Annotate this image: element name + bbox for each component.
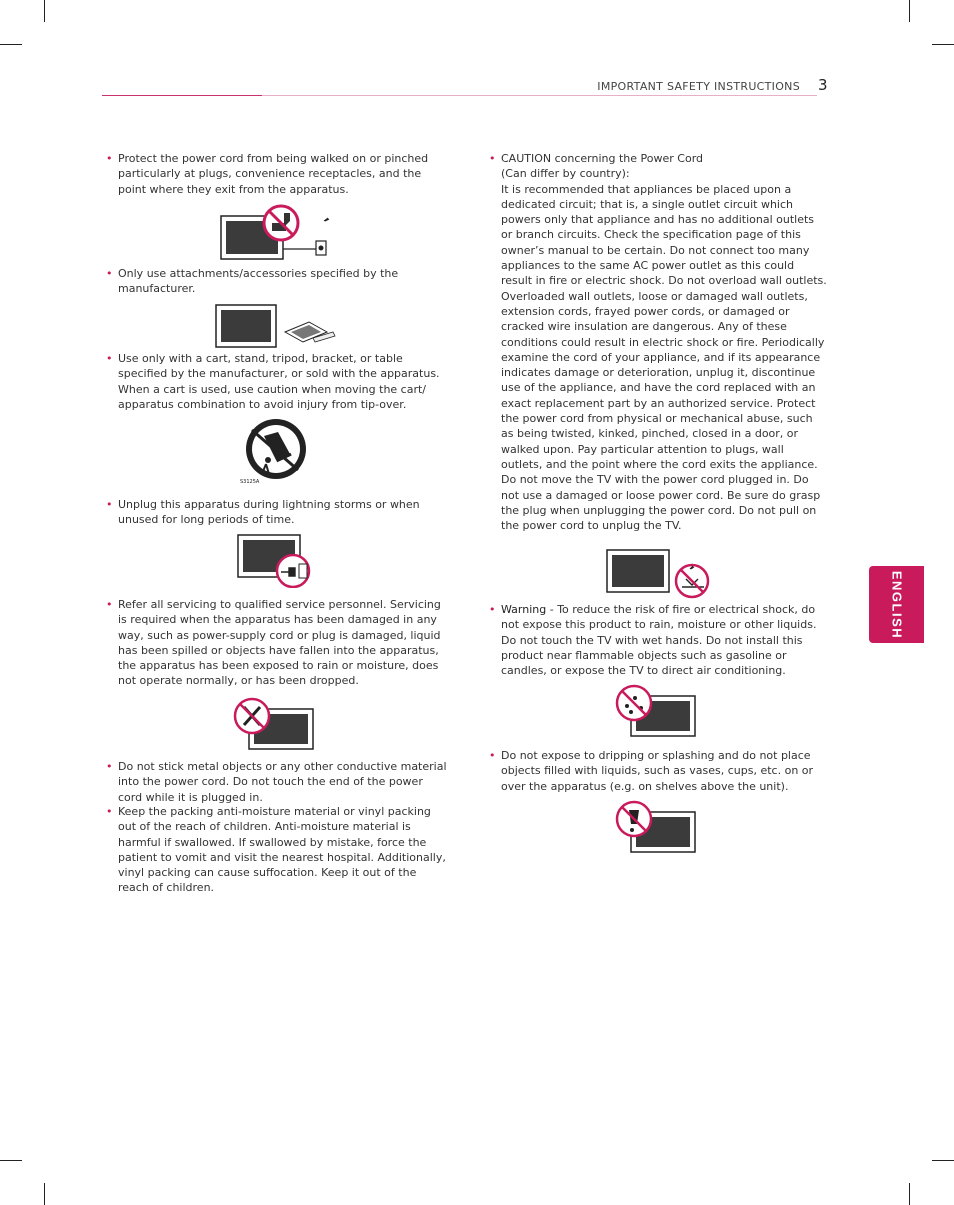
- list-item-text: Use only with a cart, stand, tripod, bracket, or table specified by the manufacturer, or sold with the apparatus. When a cart is used, use caution when moving the cart/ apparatus combination to avoid injury from tip-over.: [118, 352, 440, 411]
- bullet: •: [489, 603, 496, 616]
- crop-mark: [932, 44, 954, 45]
- cart-symbol-code: S3125A: [240, 479, 260, 485]
- list-item: [106, 151, 448, 197]
- warning-text: [501, 602, 827, 678]
- list-item: [489, 748, 827, 794]
- warning-label: Warning: [501, 603, 547, 616]
- no-rain-icon: [615, 684, 697, 740]
- crop-mark: [909, 1183, 910, 1205]
- bullet: •: [106, 498, 113, 511]
- crop-mark: [932, 1160, 954, 1161]
- list-item: [106, 497, 448, 528]
- bullet: •: [106, 760, 113, 773]
- language-tab: [869, 566, 924, 643]
- bullet: •: [106, 805, 113, 818]
- caution-subheading: (Can differ by country):: [501, 167, 630, 181]
- page-number: 3: [818, 76, 828, 94]
- crop-mark: [0, 44, 22, 45]
- no-self-service-icon: [233, 697, 315, 753]
- list-item-text: Unplug this apparatus during lightning storms or when unused for long periods of time.: [118, 498, 420, 527]
- unplug-icon: [237, 534, 313, 588]
- bullet: •: [106, 598, 113, 611]
- caution-body: It is recommended that appliances be placed upon a dedicated circuit; that is, a single outlet circuit which powers only that appliance and has no additional outlets or branch circuits. Check the specification page of this owner’s manual to be certain. Do not connect too many appliances to the same AC power outlet as this could result in fire or electric shock. Do not overload wall outlets. Overloaded wall outlets, loose or damaged wall outlets, extension cords, frayed power cords, or damaged or cracked wire insulation are dangerous. Any of these conditions could result in electric shock or fire. Periodically examine the cord of your appliance, and if its appearance indicates damage or deterioration, unplug it, discontinue use of the appliance, and have the cord replaced with an exact replacement part by an authorized service. Protect the power cord from physical or mechanical abuse, such as being twisted, kinked, pinched, closed in a door, or walked upon. Pay particular attention to plugs, wall outlets, and the point where the cord exits the appliance. Do not move the TV with the power cord plugged in. Do not use a damaged or loose power cord. Be sure do grasp the plug when unplugging the power cord. Do not pull on the power cord to unplug the TV.: [501, 182, 827, 533]
- caution-item: [489, 151, 827, 533]
- crop-mark: [44, 1183, 45, 1205]
- list-item-text: Protect the power cord from being walked on or pinched particularly at plugs, convenience receptacles, and the point where they exit from the apparatus.: [118, 152, 429, 196]
- no-liquid-icon: [615, 800, 697, 856]
- bullet: •: [489, 152, 496, 165]
- language-tab-label: ENGLISH: [889, 570, 904, 639]
- no-overload-icon: [606, 549, 712, 599]
- list-item-text: Do not stick metal objects or any other conductive material into the power cord. Do not touch the end of the power cord while it is plugged in.: [118, 760, 447, 804]
- list-item-text: Do not expose to dripping or splashing and do not place objects filled with liquids, such as vases, cups, etc. on or over the apparatus (e.g. on shelves above the unit).: [501, 749, 814, 793]
- running-header-title: IMPORTANT SAFETY INSTRUCTIONS: [597, 80, 800, 93]
- warning-body: - To reduce the risk of fire or electrical shock, do not expose this product to rain, moisture or other liquids. Do not touch the TV with wet hands. Do not install this product near flammable objects such as gasoline or candles, or expose the TV to direct air conditioning.: [501, 603, 817, 678]
- crop-mark: [909, 0, 910, 22]
- list-item: [106, 804, 448, 896]
- no-step-icon: [220, 203, 340, 261]
- list-item: [106, 597, 448, 689]
- crop-mark: [0, 1160, 22, 1161]
- list-item: [106, 266, 448, 297]
- warning-item: [489, 602, 827, 678]
- list-item-text: Only use attachments/accessories specified by the manufacturer.: [118, 267, 399, 296]
- list-item-text: Keep the packing anti-moisture material or vinyl packing out of the reach of children. Anti-moisture material is harmful if swallowed. If swallowed by mistake, force the patient to vomit and visit the nearest hospital. Additionally, vinyl packing can cause suffocation. Keep it out of the reach of children.: [118, 805, 446, 895]
- bullet: •: [106, 267, 113, 280]
- list-item: [106, 759, 448, 805]
- bullet: •: [106, 352, 113, 365]
- crop-mark: [44, 0, 45, 22]
- header-rule-accent: [102, 95, 262, 96]
- list-item-text: Refer all servicing to qualified service personnel. Servicing is required when the apparatus has been damaged in any way, such as power-supply cord or plug is damaged, liquid has been spilled or objects have fallen into the apparatus, the apparatus has been exposed to rain or moisture, does not operate normally, or has been dropped.: [118, 598, 441, 688]
- bullet: •: [106, 152, 113, 165]
- caution-heading: CAUTION concerning the Power Cord: [501, 152, 704, 165]
- bullet: •: [489, 749, 496, 762]
- accessory-icon: [215, 304, 340, 348]
- list-item: [106, 351, 448, 412]
